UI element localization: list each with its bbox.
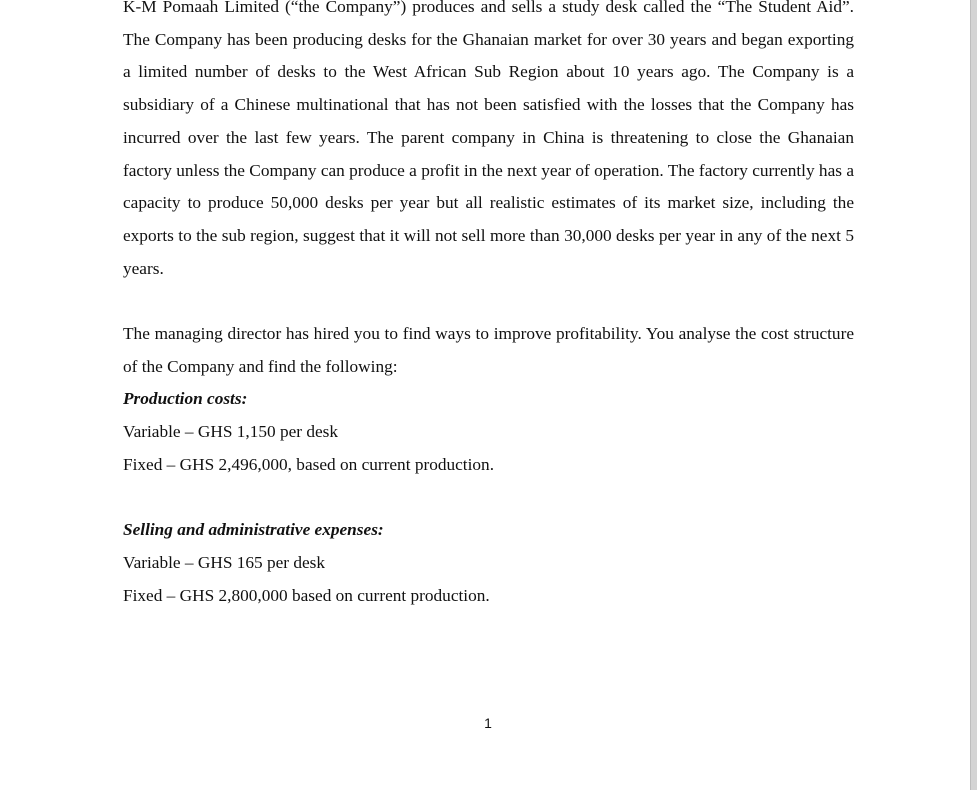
paragraph-spacer (123, 285, 854, 318)
viewer-scroll-edge (970, 0, 977, 790)
production-fixed-cost: Fixed – GHS 2,496,000, based on current production. (123, 454, 495, 474)
intro-paragraph: K-M Pomaah Limited (“the Company”) produces and sells a study desk called the “The Student Aid”. The Company has been producing desks for the Ghanaian market for over 30 years and began exporting a limited number of desks to the West African Sub Region about 10 years ago. The Company is a subsidiary of a Chinese multinational that has not been satisfied with the losses that the Company has incurred over the last few years. The parent company in China is threatening to close the Ghanaian factory unless the Company can produce a profit in the next year of operation. The factory currently has a capacity to produce 50,000 desks per year but all realistic estimates of its market size, including the exports to the sub region, suggest that it will not sell more than 30,000 desks per year in any of the next 5 years. (123, 0, 854, 278)
selling-variable-cost: Variable – GHS 165 per desk (123, 552, 326, 572)
page-content (123, 0, 854, 612)
production-variable-cost: Variable – GHS 1,150 per desk (123, 422, 339, 442)
page-number: 1 (484, 715, 492, 731)
section-spacer (123, 482, 854, 515)
selling-fixed-cost: Fixed – GHS 2,800,000 based on current production. (123, 585, 490, 605)
analysis-paragraph: The managing director has hired you to find ways to improve profitability. You analyse the cost structure of the Company and find the following: (123, 324, 854, 376)
selling-admin-heading: Selling and administrative expenses: (123, 520, 384, 540)
production-costs-heading: Production costs: (123, 389, 248, 409)
